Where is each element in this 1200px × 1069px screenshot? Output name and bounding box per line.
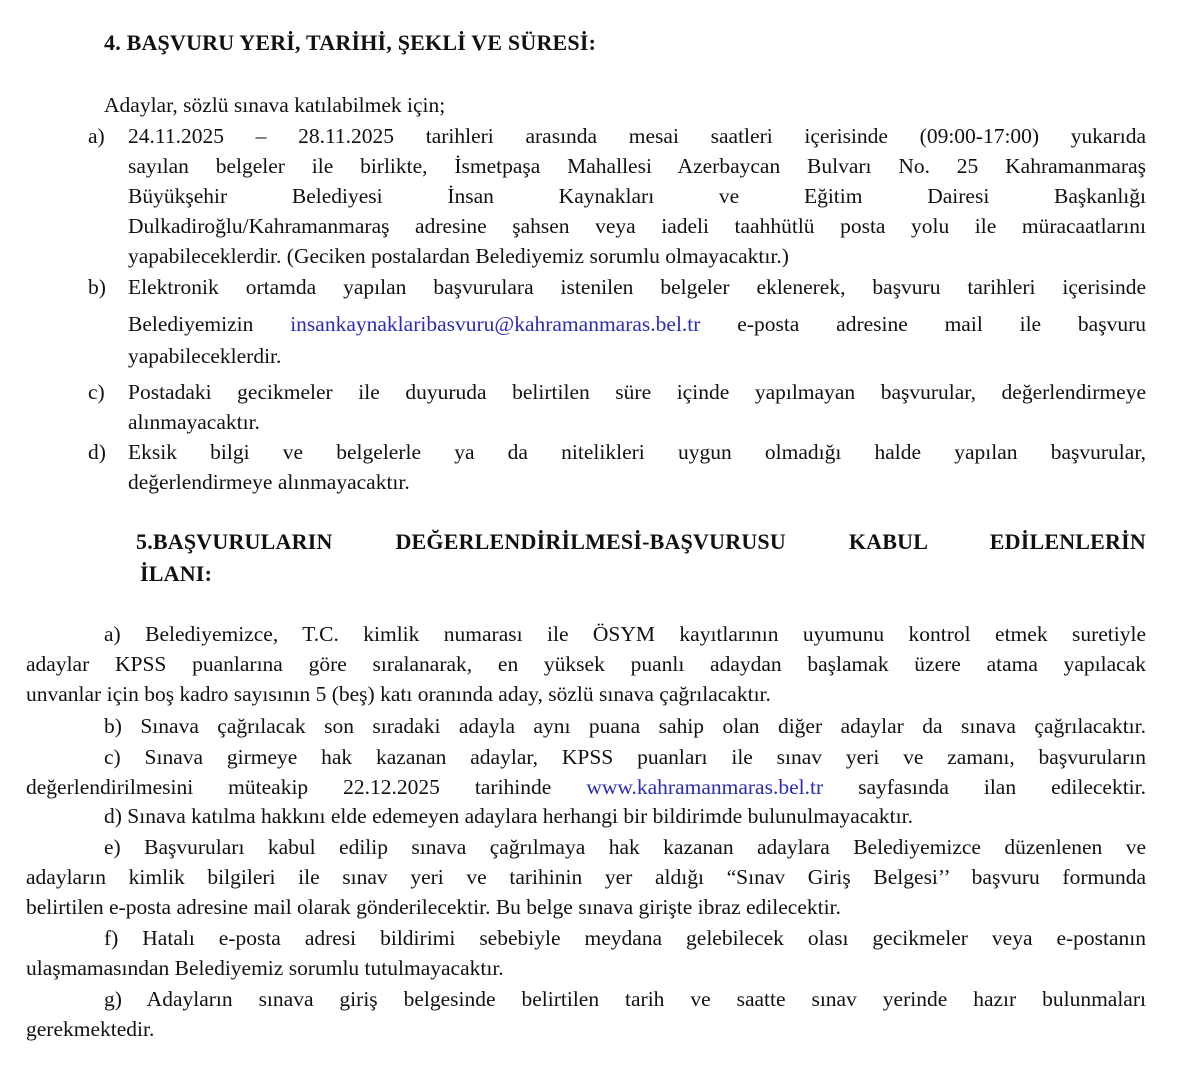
para-d-line-1: d) Sınava katılma hakkını elde edemeyen adaylara herhangi bir bildirimde bulunulmayacaktır. — [104, 804, 913, 828]
text: değerlendirilmesini müteakip 22.12.2025 tarihinde — [26, 775, 587, 799]
section-4-heading: 4. BAŞVURU YERİ, TARİHİ, ŞEKLİ VE SÜRESİ: — [104, 30, 597, 55]
section-4-intro: Adaylar, sözlü sınava katılabilmek için; — [104, 93, 446, 117]
para-g-line-2: gerekmektedir. — [26, 1017, 155, 1041]
item-label: d) — [88, 440, 106, 464]
item-a-line-2: sayılan belgeler ile birlikte, İsmetpaşa Mahallesi Azerbaycan Bulvarı No. 25 Kahramanmaraş — [128, 154, 1146, 178]
section-5-heading-line-1: 5.BAŞVURULARIN DEĞERLENDİRİLMESİ-BAŞVURUSU KABUL EDİLENLERİN — [136, 529, 1146, 554]
item-a-line-4: Dulkadiroğlu/Kahramanmaraş adresine şahsen veya iadeli taahhütlü posta yolu ile müracaatlarını — [128, 214, 1146, 238]
item-d-line-1: Eksik bilgi ve belgelerle ya da nitelikleri uygun olmadığı halde yapılan başvurular, — [128, 440, 1146, 464]
item-a-line-1: 24.11.2025 – 28.11.2025 tarihleri arasında mesai saatleri içerisinde (09:00-17:00) yukarıda — [128, 124, 1146, 148]
para-g-line-1: g) Adayların sınava giriş belgesinde belirtilen tarih ve saatte sınav yerinde hazır bulunmaları — [104, 987, 1146, 1011]
para-c-line-1: c) Sınava girmeye hak kazanan adaylar, KPSS puanları ile sınav yeri ve zamanı, başvuruların — [104, 745, 1146, 769]
para-e-line-3: belirtilen e-posta adresine mail olarak gönderilecektir. Bu belge sınava girişte ibraz edilecektir. — [26, 895, 841, 919]
text: e-posta adresine mail ile başvuru — [700, 312, 1146, 336]
item-a-line-5: yapabileceklerdir. (Geciken postalardan Belediyemiz sorumlu olmayacaktır.) — [128, 244, 789, 268]
para-a-line-3: unvanlar için boş kadro sayısının 5 (beş) katı oranında aday, sözlü sınava çağrılacaktır. — [26, 682, 771, 706]
text: Belediyemizin — [128, 312, 291, 336]
text: sayfasında ilan edilecektir. — [823, 775, 1146, 799]
website-link[interactable]: www.kahramanmaras.bel.tr — [586, 775, 824, 799]
item-c-line-1: Postadaki gecikmeler ile duyuruda belirtilen süre içinde yapılmayan başvurular, değerlendirmeye — [128, 380, 1146, 404]
item-b-line-3: yapabileceklerdir. — [128, 344, 282, 368]
para-f-line-2: ulaşmamasından Belediyemiz sorumlu tutulmayacaktır. — [26, 956, 504, 980]
para-e-line-2: adayların kimlik bilgileri ile sınav yeri ve tarihinin yer aldığı “Sınav Giriş Belgesi’’ başvuru formunda — [26, 865, 1146, 889]
item-b-line-2 — [128, 310, 1146, 338]
item-label: a) — [88, 124, 105, 148]
item-b-line-1: Elektronik ortamda yapılan başvurulara istenilen belgeler eklenerek, başvuru tarihleri içerisinde — [128, 275, 1146, 299]
para-e-line-1: e) Başvuruları kabul edilip sınava çağrılmaya hak kazanan adaylara Belediyemizce düzenlenen ve — [104, 835, 1146, 859]
item-label: c) — [88, 380, 105, 404]
item-a-line-3: Büyükşehir Belediyesi İnsan Kaynakları ve Eğitim Dairesi Başkanlığı — [128, 184, 1146, 208]
item-c-line-2: alınmayacaktır. — [128, 410, 260, 434]
item-d-line-2: değerlendirmeye alınmayacaktır. — [128, 470, 410, 494]
email-link[interactable]: insankaynaklaribasvuru@kahramanmaras.bel.tr — [290, 312, 701, 336]
para-a-line-1: a) Belediyemizce, T.C. kimlik numarası ile ÖSYM kayıtlarının uyumunu kontrol etmek suretiyle — [104, 622, 1146, 646]
item-label: b) — [88, 275, 106, 299]
section-5-heading-line-2: İLANI: — [140, 561, 213, 586]
para-a-line-2: adaylar KPSS puanlarına göre sıralanarak, en yüksek puanlı adaydan başlamak üzere atama yapılacak — [26, 652, 1146, 676]
para-f-line-1: f) Hatalı e-posta adresi bildirimi sebebiyle meydana gelebilecek olası gecikmeler veya e-postanın — [104, 926, 1146, 950]
para-c-line-2 — [26, 773, 1146, 801]
para-b-line-1: b) Sınava çağrılacak son sıradaki adayla aynı puana sahip olan diğer adaylar da sınava çağrılacaktır. — [104, 714, 1146, 738]
